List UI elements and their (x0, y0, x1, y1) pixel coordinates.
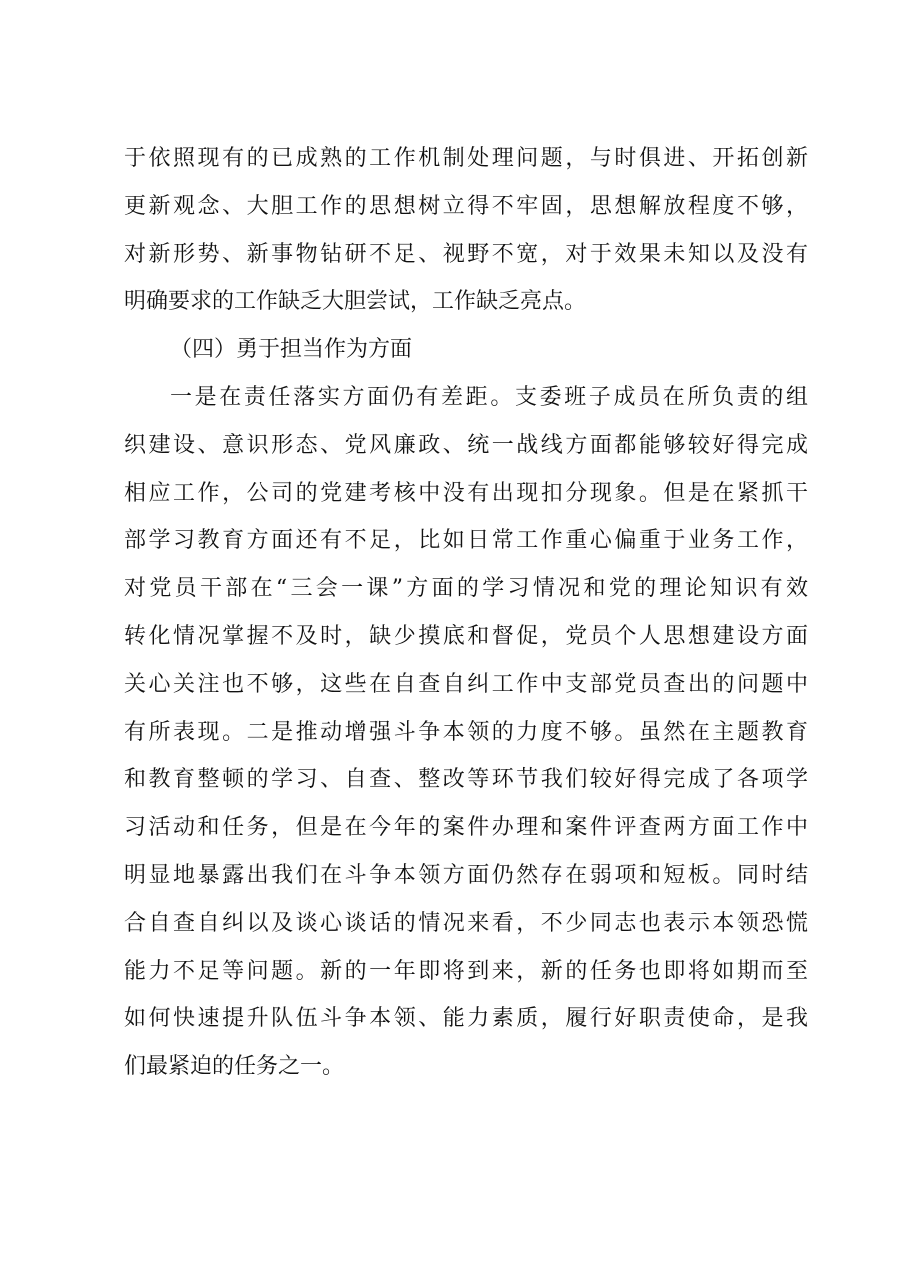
text-line-13: 有所表现。二是推动增强斗争本领的力度不够。虽然在主题教育 (124, 719, 808, 745)
text-line-19: 如何快速提升队伍斗争本领、能力素质，履行好职责使命，是我 (124, 1006, 808, 1032)
text-line-2: 更新观念、大胆工作的思想树立得不牢固，思想解放程度不够， (124, 193, 808, 219)
text-line-7: 织建设、意识形态、党风廉政、统一战线方面都能够较好得完成 (124, 432, 808, 458)
text-line-3: 对新形势、新事物钻研不足、视野不宽，对于效果未知以及没有 (124, 241, 808, 267)
text-line-18: 能力不足等问题。新的一年即将到来，新的任务也即将如期而至 (124, 958, 808, 984)
text-line-10: 对党员干部在“三会一课”方面的学习情况和党的理论知识有效 (124, 576, 808, 602)
text-line-12: 关心关注也不够，这些在自查自纠工作中支部党员查出的问题中 (124, 671, 808, 697)
text-line-8: 相应工作，公司的党建考核中没有出现扣分现象。但是在紧抓干 (124, 480, 808, 506)
text-line-17: 合自查自纠以及谈心谈话的情况来看，不少同志也表示本领恐慌 (124, 910, 808, 936)
text-line-14: 和教育整顿的学习、自查、整改等环节我们较好得完成了各项学 (124, 767, 808, 793)
text-line-1: 于依照现有的已成熟的工作机制处理问题，与时俱进、开拓创新 (124, 146, 808, 171)
text-line-16: 明显地暴露出我们在斗争本领方面仍然存在弱项和短板。同时结 (124, 862, 808, 888)
text-line-9: 部学习教育方面还有不足，比如日常工作重心偏重于业务工作， (124, 528, 808, 554)
text-line-15: 习活动和任务，但是在今年的案件办理和案件评查两方面工作中 (124, 815, 808, 841)
text-line-11: 转化情况掌握不及时，缺少摸底和督促，党员个人思想建设方面 (124, 623, 808, 649)
text-line-4: 明确要求的工作缺乏大胆尝试，工作缺乏亮点。 (124, 289, 587, 315)
text-line-20: 们最紧迫的任务之一。 (124, 1054, 345, 1080)
section-heading: （四）勇于担当作为方面 (170, 337, 413, 363)
text-line-6: 一是在责任落实方面仍有差距。支委班子成员在所负责的组 (170, 384, 808, 410)
document-body (124, 135, 808, 1091)
